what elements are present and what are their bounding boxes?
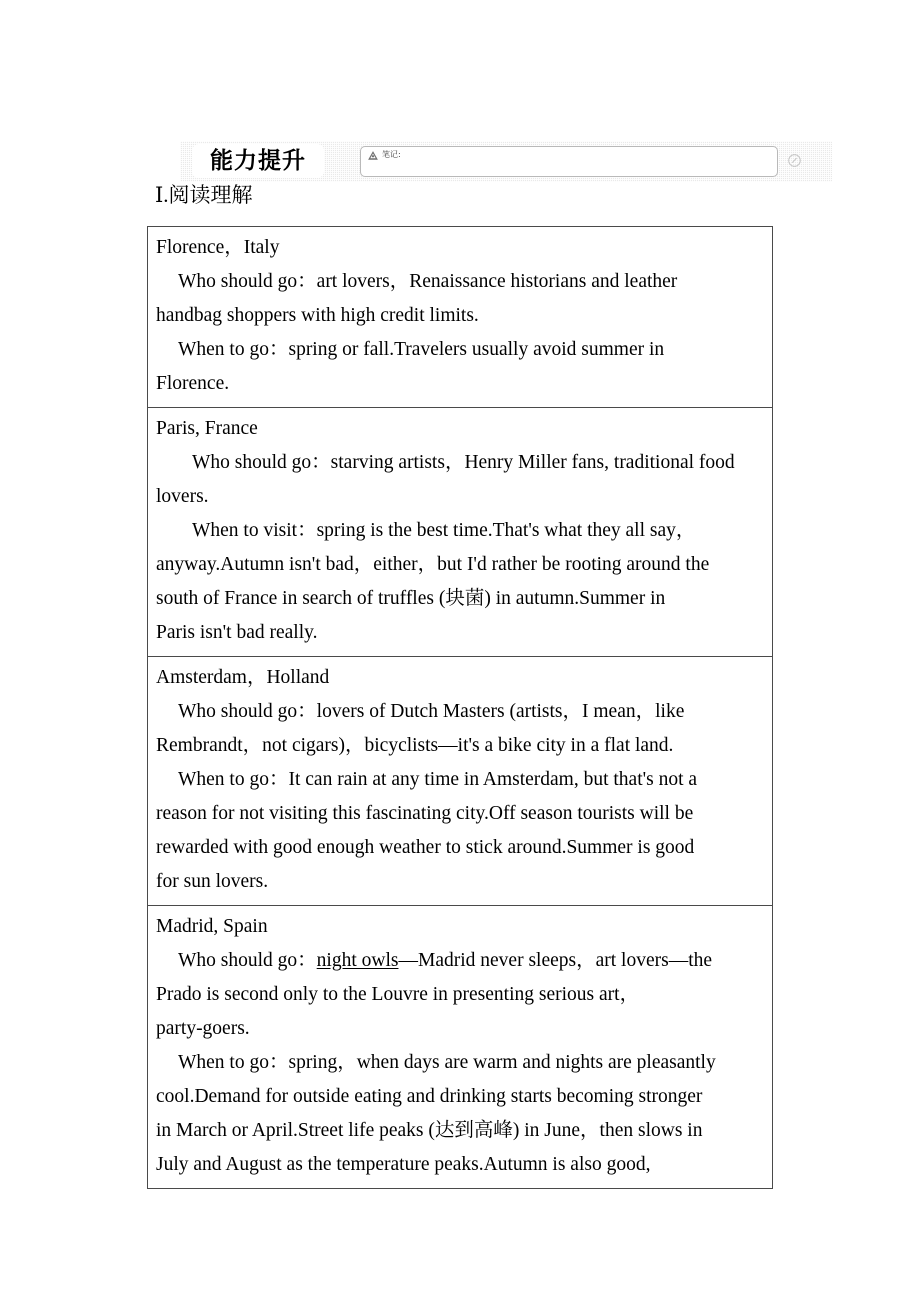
passage-line: south of France in search of truffles (块菌) in autumn.Summer in [156,588,666,609]
passage-line: Amsterdam，Holland [156,667,330,688]
passage-line: reason for not visiting this fascinating city.Off season tourists will be [156,803,694,824]
passage-line: Rembrandt，not cigars)，bicyclists—it's a bike city in a flat land. [156,735,674,756]
passage-line: rewarded with good enough weather to stick around.Summer is good [156,837,695,858]
passage-line: When to visit：spring is the best time.That's what they all say， [192,520,696,541]
who-should-go-prefix: Who should go： [178,950,317,971]
note-input-box[interactable] [360,146,778,177]
passage-line: Paris isn't bad really. [156,622,318,643]
passage-line: Florence，Italy [156,237,280,258]
reading-passage-table [147,226,773,1189]
section-chip [192,144,324,178]
passage-line: cool.Demand for outside eating and drinking starts becoming stronger [156,1086,703,1107]
passage-line: When to go：It can rain at any time in Amsterdam, but that's not a [178,769,698,790]
recycle-triangle-icon [367,149,379,161]
passage-line: Madrid, Spain [156,916,268,937]
passage-line: When to go：spring or fall.Travelers usually avoid summer in [178,339,665,360]
underlined-term-night-owls: night owls [316,950,399,971]
passage-line-who-should-go [148,944,772,978]
passage-line: handbag shoppers with high credit limits. [156,305,479,326]
who-should-go-suffix: —Madrid never sleeps，art lovers—the [398,950,713,971]
passage-row-madrid [148,906,772,1188]
passage-line: in March or April.Street life peaks (达到高峰) in June，then slows in [156,1120,703,1141]
note-inner [361,147,777,161]
section-title: Ⅰ.阅读理解 [155,183,253,207]
passage-line: Who should go：lovers of Dutch Masters (artists，I mean，like [178,701,685,722]
section-chip-label: 能力提升 [210,147,306,174]
passage-line: Florence. [156,373,230,394]
passage-row-amsterdam [148,657,772,906]
passage-line: Who should go：art lovers，Renaissance historians and leather [178,271,678,292]
passage-row-paris [148,408,772,657]
passage-line: lovers. [156,486,209,507]
note-label: 笔记: [382,150,401,159]
passage-line: Who should go：starving artists，Henry Miller fans, traditional food [192,452,735,473]
passage-line: party-goers. [156,1018,250,1039]
passage-line: When to go：spring，when days are warm and nights are pleasantly [178,1052,716,1073]
passage-line: Prado is second only to the Louvre in presenting serious art， [156,984,640,1005]
passage-line: Paris, France [156,418,258,439]
passage-line: for sun lovers. [156,871,269,892]
passage-line: July and August as the temperature peaks.Autumn is also good, [156,1154,651,1175]
circle-pen-icon[interactable] [787,153,802,168]
passage-row-florence [148,227,772,408]
passage-line: anyway.Autumn isn't bad，either，but I'd rather be rooting around the [156,554,710,575]
